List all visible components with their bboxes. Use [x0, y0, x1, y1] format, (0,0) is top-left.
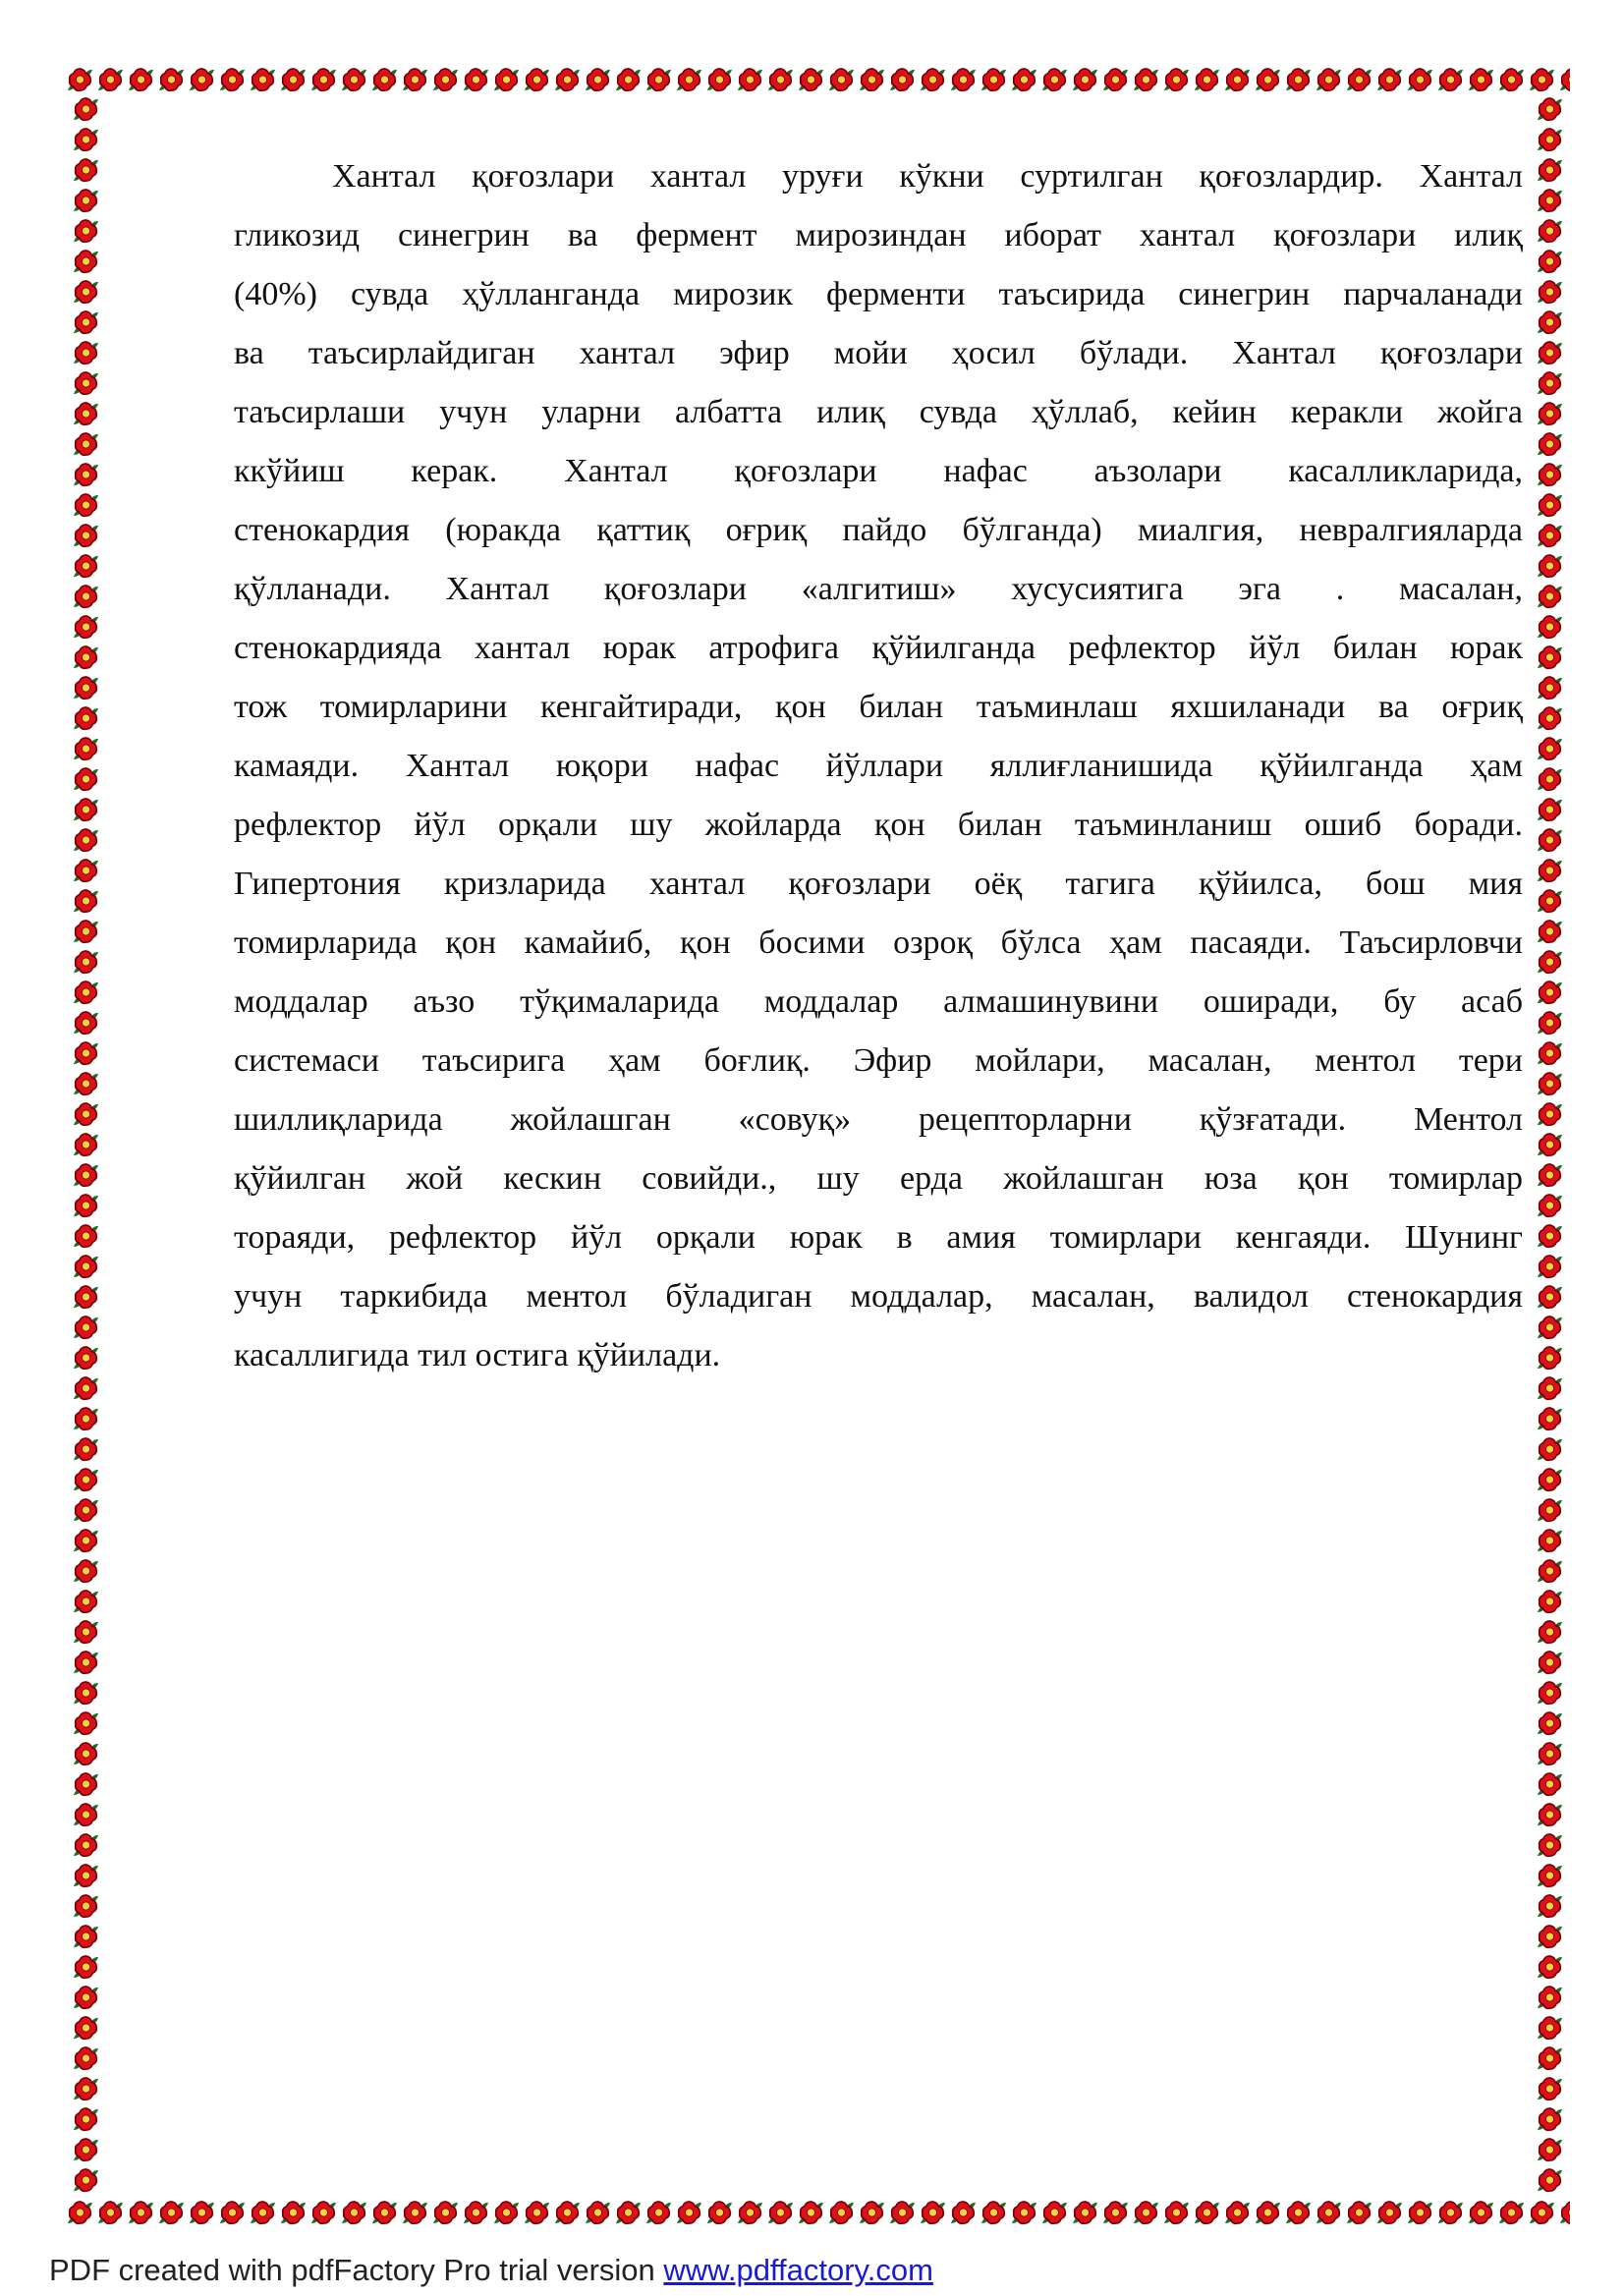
body-line-02: гликозид синегрин ва фермент мирозиндан иборат хантал қоғозлари илиқ [234, 217, 1523, 253]
red-flower-icon [70, 1587, 102, 1617]
red-flower-icon [70, 1739, 102, 1769]
red-flower-icon [948, 2197, 979, 2229]
red-flower-icon [1534, 612, 1566, 643]
red-flower-icon [826, 64, 857, 96]
red-flower-icon [1192, 64, 1222, 96]
red-flower-icon [308, 64, 339, 96]
red-flower-icon [70, 2013, 102, 2044]
red-flower-icon [70, 338, 102, 368]
red-flower-icon [1534, 2044, 1566, 2074]
red-flower-icon [1534, 1008, 1566, 1038]
red-flower-icon [1534, 2165, 1566, 2196]
red-flower-icon [70, 2044, 102, 2074]
red-flower-icon [70, 1343, 102, 1373]
red-flower-icon [70, 186, 102, 216]
red-flower-icon [70, 947, 102, 978]
red-flower-icon [70, 734, 102, 764]
red-flower-icon [1534, 1191, 1566, 1221]
red-flower-icon [1534, 1983, 1566, 2013]
red-flower-icon [70, 978, 102, 1008]
red-flower-icon [70, 582, 102, 612]
pdf-footer-text: PDF created with pdfFactory Pro trial version [49, 2253, 664, 2287]
red-flower-icon [1534, 582, 1566, 612]
body-line-13: Гипертония кризларида хантал қоғозлари оёқ тагига қўйилса, бош мия [234, 866, 1523, 902]
red-flower-icon [70, 368, 102, 399]
red-flower-icon [369, 2197, 400, 2229]
red-flower-icon [1283, 2197, 1314, 2229]
red-flower-icon [1405, 64, 1435, 96]
body-line-08: қўлланади. Хантал қоғозлари «алгитиш» хусусиятига эга . масалан, [234, 571, 1523, 607]
red-flower-icon [979, 2197, 1009, 2229]
body-line-19: тораяди, рефлектор йўл орқали юрак в амия томирлари кенгаяди. Шунинг [234, 1219, 1523, 1256]
red-flower-icon [126, 64, 156, 96]
red-flower-icon [278, 2197, 308, 2229]
red-flower-icon [339, 2197, 369, 2229]
red-flower-icon [1534, 1160, 1566, 1191]
red-flower-icon [70, 1038, 102, 1069]
red-flower-icon [796, 64, 826, 96]
decorative-border-right [1534, 94, 1566, 2199]
red-flower-icon [1534, 338, 1566, 368]
red-flower-icon [1534, 551, 1566, 582]
red-flower-icon [70, 155, 102, 186]
red-flower-icon [1534, 1922, 1566, 1952]
body-line-14: томирларида қон камайиб, қон босими озроқ бўлса ҳам пасаяди. Таъсирловчи [234, 924, 1523, 961]
red-flower-icon [70, 1282, 102, 1313]
red-flower-icon [70, 1373, 102, 1404]
red-flower-icon [70, 1069, 102, 1099]
red-flower-icon [1534, 856, 1566, 886]
red-flower-icon [491, 2197, 522, 2229]
red-flower-icon [1534, 2074, 1566, 2104]
body-line-21: касаллигида тил остига қўйилади. [234, 1337, 721, 1373]
red-flower-icon [1534, 429, 1566, 460]
red-flower-icon [70, 856, 102, 886]
red-flower-icon [1344, 2197, 1374, 2229]
red-flower-icon [613, 2197, 644, 2229]
body-line-05: таъсирлаши учун уларни албатта илиқ сувда ҳўллаб, кейин керакли жойга [234, 394, 1523, 430]
red-flower-icon [1192, 2197, 1222, 2229]
red-flower-icon [1534, 1830, 1566, 1861]
red-flower-icon [70, 1800, 102, 1830]
red-flower-icon [1534, 1069, 1566, 1099]
red-flower-icon [1534, 886, 1566, 917]
body-line-07: стенокардия (юракда қаттиқ оғриқ пайдо бўлганда) миалгия, невралгияларда [234, 512, 1523, 548]
red-flower-icon [1527, 2197, 1557, 2229]
red-flower-icon [1534, 277, 1566, 308]
red-flower-icon [1534, 1495, 1566, 1526]
red-flower-icon [461, 2197, 491, 2229]
red-flower-icon [1070, 2197, 1100, 2229]
red-flower-icon [1534, 125, 1566, 155]
red-flower-icon [1534, 1769, 1566, 1800]
red-flower-icon [1534, 155, 1566, 186]
red-flower-icon [796, 2197, 826, 2229]
red-flower-icon [948, 64, 979, 96]
red-flower-icon [1009, 64, 1039, 96]
red-flower-icon [461, 64, 491, 96]
red-flower-icon [1534, 2135, 1566, 2165]
red-flower-icon [70, 247, 102, 277]
red-flower-icon [70, 795, 102, 825]
red-flower-icon [552, 64, 583, 96]
red-flower-icon [979, 64, 1009, 96]
red-flower-icon [1131, 64, 1161, 96]
red-flower-icon [1496, 2197, 1527, 2229]
red-flower-icon [644, 64, 674, 96]
red-flower-icon [1534, 1708, 1566, 1739]
red-flower-icon [217, 64, 248, 96]
red-flower-icon [70, 1465, 102, 1495]
red-flower-icon [1070, 64, 1100, 96]
pdffactory-link[interactable]: www.pdffactory.com [663, 2253, 933, 2287]
red-flower-icon [70, 764, 102, 795]
red-flower-icon [918, 64, 948, 96]
red-flower-icon [1534, 1130, 1566, 1160]
red-flower-icon [1009, 2197, 1039, 2229]
red-flower-icon [156, 2197, 187, 2229]
red-flower-icon [1534, 764, 1566, 795]
red-flower-icon [369, 64, 400, 96]
red-flower-icon [522, 2197, 552, 2229]
red-flower-icon [70, 1708, 102, 1739]
red-flower-icon [70, 1891, 102, 1922]
red-flower-icon [1534, 1800, 1566, 1830]
red-flower-icon [887, 64, 918, 96]
red-flower-icon [1534, 1465, 1566, 1495]
red-flower-icon [918, 2197, 948, 2229]
red-flower-icon [308, 2197, 339, 2229]
red-flower-icon [70, 308, 102, 338]
red-flower-icon [1534, 1252, 1566, 1282]
red-flower-icon [430, 64, 461, 96]
red-flower-icon [1039, 2197, 1070, 2229]
red-flower-icon [70, 277, 102, 308]
red-flower-icon [1253, 64, 1283, 96]
body-line-11: камаяди. Хантал юқори нафас йўллари яллиғланишида қўйилганда ҳам [234, 748, 1523, 784]
red-flower-icon [187, 2197, 217, 2229]
red-flower-icon [1534, 1739, 1566, 1769]
red-flower-icon [339, 64, 369, 96]
body-line-09: стенокардияда хантал юрак атрофига қўйилганда рефлектор йўл билан юрак [234, 630, 1523, 666]
red-flower-icon [704, 2197, 735, 2229]
red-flower-icon [583, 2197, 613, 2229]
red-flower-icon [400, 64, 430, 96]
red-flower-icon [1435, 64, 1466, 96]
red-flower-icon [70, 2165, 102, 2196]
red-flower-icon [248, 64, 278, 96]
red-flower-icon [70, 429, 102, 460]
red-flower-icon [217, 2197, 248, 2229]
red-flower-icon [70, 1252, 102, 1282]
red-flower-icon [70, 1526, 102, 1556]
red-flower-icon [1466, 2197, 1496, 2229]
red-flower-icon [70, 2135, 102, 2165]
red-flower-icon [1534, 247, 1566, 277]
red-flower-icon [1534, 1373, 1566, 1404]
red-flower-icon [70, 551, 102, 582]
red-flower-icon [70, 825, 102, 856]
red-flower-icon [1534, 673, 1566, 703]
red-flower-icon [70, 1830, 102, 1861]
red-flower-icon [1534, 2196, 1566, 2199]
red-flower-icon [583, 64, 613, 96]
red-flower-icon [857, 2197, 887, 2229]
red-flower-icon [400, 2197, 430, 2229]
red-flower-icon [278, 64, 308, 96]
red-flower-icon [1557, 2197, 1570, 2229]
red-flower-icon [644, 2197, 674, 2229]
red-flower-icon [1534, 1221, 1566, 1252]
red-flower-icon [1534, 643, 1566, 673]
red-flower-icon [1557, 64, 1570, 96]
red-flower-icon [70, 1648, 102, 1678]
red-flower-icon [1534, 1678, 1566, 1708]
red-flower-icon [70, 1556, 102, 1587]
red-flower-icon [1466, 64, 1496, 96]
red-flower-icon [70, 1130, 102, 1160]
red-flower-icon [70, 1404, 102, 1434]
red-flower-icon [1534, 1952, 1566, 1983]
red-flower-icon [1534, 1556, 1566, 1587]
red-flower-icon [1534, 1099, 1566, 1130]
body-line-03: (40%) сувда ҳўлланганда мирозик ферменти таъсирида синегрин парчаланади [234, 276, 1523, 312]
red-flower-icon [70, 1221, 102, 1252]
red-flower-icon [1534, 2013, 1566, 2044]
red-flower-icon [70, 460, 102, 490]
red-flower-icon [765, 2197, 796, 2229]
red-flower-icon [1534, 308, 1566, 338]
red-flower-icon [1527, 64, 1557, 96]
red-flower-icon [1534, 1282, 1566, 1313]
red-flower-icon [1534, 216, 1566, 247]
red-flower-icon [65, 2197, 95, 2229]
red-flower-icon [1100, 2197, 1131, 2229]
red-flower-icon [1314, 2197, 1344, 2229]
red-flower-icon [126, 2197, 156, 2229]
body-line-04: ва таъсирлайдиган хантал эфир мойи ҳосил бўлади. Хантал қоғозлари [234, 335, 1523, 371]
red-flower-icon [1222, 64, 1253, 96]
red-flower-icon [156, 64, 187, 96]
red-flower-icon [1283, 64, 1314, 96]
red-flower-icon [735, 64, 765, 96]
red-flower-icon [1534, 1861, 1566, 1891]
red-flower-icon [70, 2104, 102, 2135]
red-flower-icon [1435, 2197, 1466, 2229]
red-flower-icon [1534, 978, 1566, 1008]
red-flower-icon [70, 490, 102, 521]
red-flower-icon [1039, 64, 1070, 96]
red-flower-icon [1534, 460, 1566, 490]
red-flower-icon [70, 1313, 102, 1343]
red-flower-icon [70, 1099, 102, 1130]
red-flower-icon [1534, 1404, 1566, 1434]
body-line-06: ккўйиш керак. Хантал қоғозлари нафас аъзолари касалликларида, [234, 453, 1523, 489]
red-flower-icon [1534, 1038, 1566, 1069]
red-flower-icon [70, 1922, 102, 1952]
red-flower-icon [857, 64, 887, 96]
red-flower-icon [70, 1434, 102, 1465]
body-line-18: қўйилган жой кескин совийди., шу ерда жойлашган юза қон томирлар [234, 1160, 1523, 1197]
red-flower-icon [70, 94, 102, 125]
red-flower-icon [765, 64, 796, 96]
red-flower-icon [735, 2197, 765, 2229]
red-flower-icon [70, 1617, 102, 1648]
red-flower-icon [70, 917, 102, 947]
red-flower-icon [522, 64, 552, 96]
red-flower-icon [70, 886, 102, 917]
red-flower-icon [70, 1678, 102, 1708]
red-flower-icon [1534, 1343, 1566, 1373]
red-flower-icon [70, 1861, 102, 1891]
body-line-12: рефлектор йўл орқали шу жойларда қон билан таъминланиш ошиб боради. [234, 807, 1523, 843]
red-flower-icon [1131, 2197, 1161, 2229]
red-flower-icon [70, 1769, 102, 1800]
red-flower-icon [248, 2197, 278, 2229]
red-flower-icon [1534, 1434, 1566, 1465]
red-flower-icon [70, 1008, 102, 1038]
red-flower-icon [491, 64, 522, 96]
red-flower-icon [1374, 2197, 1405, 2229]
red-flower-icon [95, 2197, 126, 2229]
red-flower-icon [70, 521, 102, 551]
red-flower-icon [1253, 2197, 1283, 2229]
red-flower-icon [1405, 2197, 1435, 2229]
body-line-20: учун таркибида ментол бўладиган моддалар, масалан, валидол стенокардия [234, 1278, 1523, 1315]
pdf-footer [49, 2252, 933, 2289]
red-flower-icon [1534, 1648, 1566, 1678]
red-flower-icon [613, 64, 644, 96]
red-flower-icon [187, 64, 217, 96]
red-flower-icon [1161, 64, 1192, 96]
red-flower-icon [70, 1983, 102, 2013]
red-flower-icon [70, 399, 102, 429]
red-flower-icon [70, 2074, 102, 2104]
red-flower-icon [552, 2197, 583, 2229]
red-flower-icon [1534, 368, 1566, 399]
red-flower-icon [1534, 795, 1566, 825]
red-flower-icon [1534, 94, 1566, 125]
red-flower-icon [70, 1191, 102, 1221]
red-flower-icon [1534, 703, 1566, 734]
body-line-16: системаси таъсирига ҳам боғлиқ. Эфир мойлари, масалан, ментол тери [234, 1042, 1523, 1079]
red-flower-icon [70, 1160, 102, 1191]
red-flower-icon [1534, 734, 1566, 764]
red-flower-icon [1534, 1891, 1566, 1922]
red-flower-icon [65, 64, 95, 96]
red-flower-icon [70, 216, 102, 247]
red-flower-icon [1534, 1587, 1566, 1617]
red-flower-icon [1534, 825, 1566, 856]
red-flower-icon [70, 612, 102, 643]
red-flower-icon [1374, 64, 1405, 96]
decorative-border-left [70, 94, 102, 2199]
red-flower-icon [1314, 64, 1344, 96]
red-flower-icon [674, 64, 704, 96]
red-flower-icon [1222, 2197, 1253, 2229]
red-flower-icon [70, 643, 102, 673]
red-flower-icon [674, 2197, 704, 2229]
red-flower-icon [1534, 2104, 1566, 2135]
red-flower-icon [1344, 64, 1374, 96]
body-line-17: шиллиқларида жойлашган «совуқ» рецепторларни қўзғатади. Ментол [234, 1101, 1523, 1138]
red-flower-icon [1534, 490, 1566, 521]
red-flower-icon [95, 64, 126, 96]
body-line-01: Хантал қоғозлари хантал уруғи кўкни суртилган қоғозлардир. Хантал [332, 158, 1523, 195]
red-flower-icon [1534, 1313, 1566, 1343]
red-flower-icon [70, 2196, 102, 2199]
decorative-border-top [65, 64, 1570, 96]
red-flower-icon [70, 1495, 102, 1526]
red-flower-icon [1161, 2197, 1192, 2229]
red-flower-icon [1496, 64, 1527, 96]
red-flower-icon [704, 64, 735, 96]
red-flower-icon [70, 703, 102, 734]
red-flower-icon [887, 2197, 918, 2229]
red-flower-icon [70, 1952, 102, 1983]
red-flower-icon [70, 125, 102, 155]
body-line-10: тож томирларини кенгайтиради, қон билан таъминлаш яхшиланади ва оғриқ [234, 689, 1523, 725]
red-flower-icon [70, 673, 102, 703]
red-flower-icon [1100, 64, 1131, 96]
red-flower-icon [430, 2197, 461, 2229]
body-line-15: моддалар аъзо тўқималарида моддалар алмашинувини оширади, бу асаб [234, 983, 1523, 1020]
red-flower-icon [1534, 1617, 1566, 1648]
red-flower-icon [1534, 917, 1566, 947]
red-flower-icon [1534, 399, 1566, 429]
decorative-border-bottom [65, 2197, 1570, 2229]
red-flower-icon [1534, 521, 1566, 551]
red-flower-icon [826, 2197, 857, 2229]
red-flower-icon [1534, 947, 1566, 978]
red-flower-icon [1534, 1526, 1566, 1556]
red-flower-icon [1534, 186, 1566, 216]
